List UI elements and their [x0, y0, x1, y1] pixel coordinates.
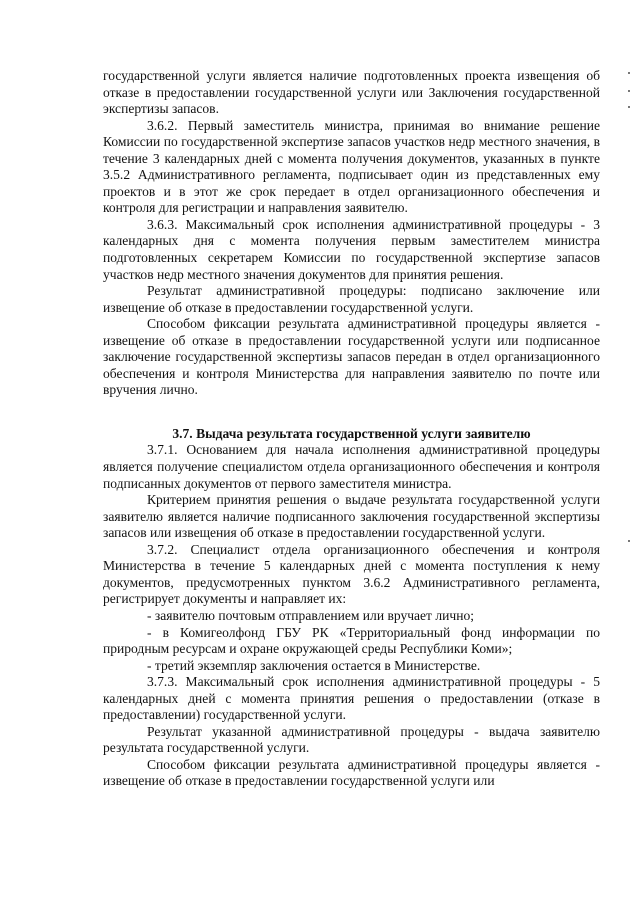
paragraph-delivery-result: Результат указанной административной процедуры - выдача заявителю результата государственной услуги. — [103, 723, 600, 756]
paragraph-continuation: государственной услуги является наличие подготовленных проекта извещения об отказе в предоставлении государственной услуги или Заключения государственной экспертизы запасов. — [103, 68, 600, 117]
list-item-komigeolfond: - в Комигеолфонд ГБУ РК «Территориальный фонд информации по природным ресурсам и охране окружающей среды Республики Коми»; — [103, 624, 600, 657]
list-item-ministry-copy: - третий экземпляр заключения остается в Министерстве. — [147, 657, 481, 673]
document-body — [103, 68, 600, 790]
paragraph-result-recording-2: Способом фиксации результата административной процедуры является - извещение об отказе в предоставлении государственной услуги или — [103, 756, 600, 789]
paragraph-decision-criterion: Критерием принятия решения о выдаче результата государственной услуги заявителю является наличие подписанного заключения государственной экспертизы запасов или извещения об отказе в предоставлении государственной услуги. — [103, 492, 600, 541]
scan-speck — [628, 72, 630, 74]
scan-speck — [628, 90, 630, 92]
scan-speck — [628, 106, 630, 108]
paragraph-3-7-3: 3.7.3. Максимальный срок исполнения административной процедуры - 5 календарных дней с момента принятия решения о предоставлении (отказе в предоставлении) государственной услуги. — [103, 674, 600, 723]
paragraph-procedure-result: Результат административной процедуры: подписано заключение или извещение об отказе в предоставлении государственной услуги. — [103, 283, 600, 315]
paragraph-3-7-2: 3.7.2. Специалист отдела организационного обеспечения и контроля Министерства в течение 5 календарных дней с момента поступления к нему документов, предусмотренных пунктом 3.6.2 Административного регламента, регистрирует документы и направляет их: — [103, 541, 600, 607]
paragraph-3-6-2: 3.6.2. Первый заместитель министра, принимая во внимание решение Комиссии по государственной экспертизе запасов участков недр местного значения, в течение 3 календарных дней с момента получения документов, указанных в пункте 3.5.2 Административного регламента, подписывает один из представленных ему проектов и в этот же срок передает в отдел организационного обеспечения и контроля для регистрации и направления заявителю. — [103, 117, 600, 216]
section-title-3-7: 3.7. Выдача результата государственной услуги заявителю — [172, 425, 531, 441]
list-item-applicant: - заявителю почтовым отправлением или вручает лично; — [147, 607, 474, 623]
paragraph-result-recording: Способом фиксации результата административной процедуры является - извещение об отказе в предоставлении государственной услуги или подписанное заключение государственной экспертизы запасов передан в отдел организационного обеспечения и контроля Министерства для направления заявителю по почте или вручения лично. — [103, 316, 600, 398]
paragraph-3-6-3: 3.6.3. Максимальный срок исполнения административной процедуры - 3 календарных дня с момента получения первым заместителем министра подготовленных секретарем Комиссии по государственной экспертизе запасов участков недр местного значения документов для принятия решения. — [103, 216, 600, 282]
scan-speck — [628, 540, 630, 542]
paragraph-3-7-1: 3.7.1. Основанием для начала исполнения административной процедуры является получение специалистом отдела организационного обеспечения и контроля подписанных документов от первого заместителя министра. — [103, 442, 600, 491]
